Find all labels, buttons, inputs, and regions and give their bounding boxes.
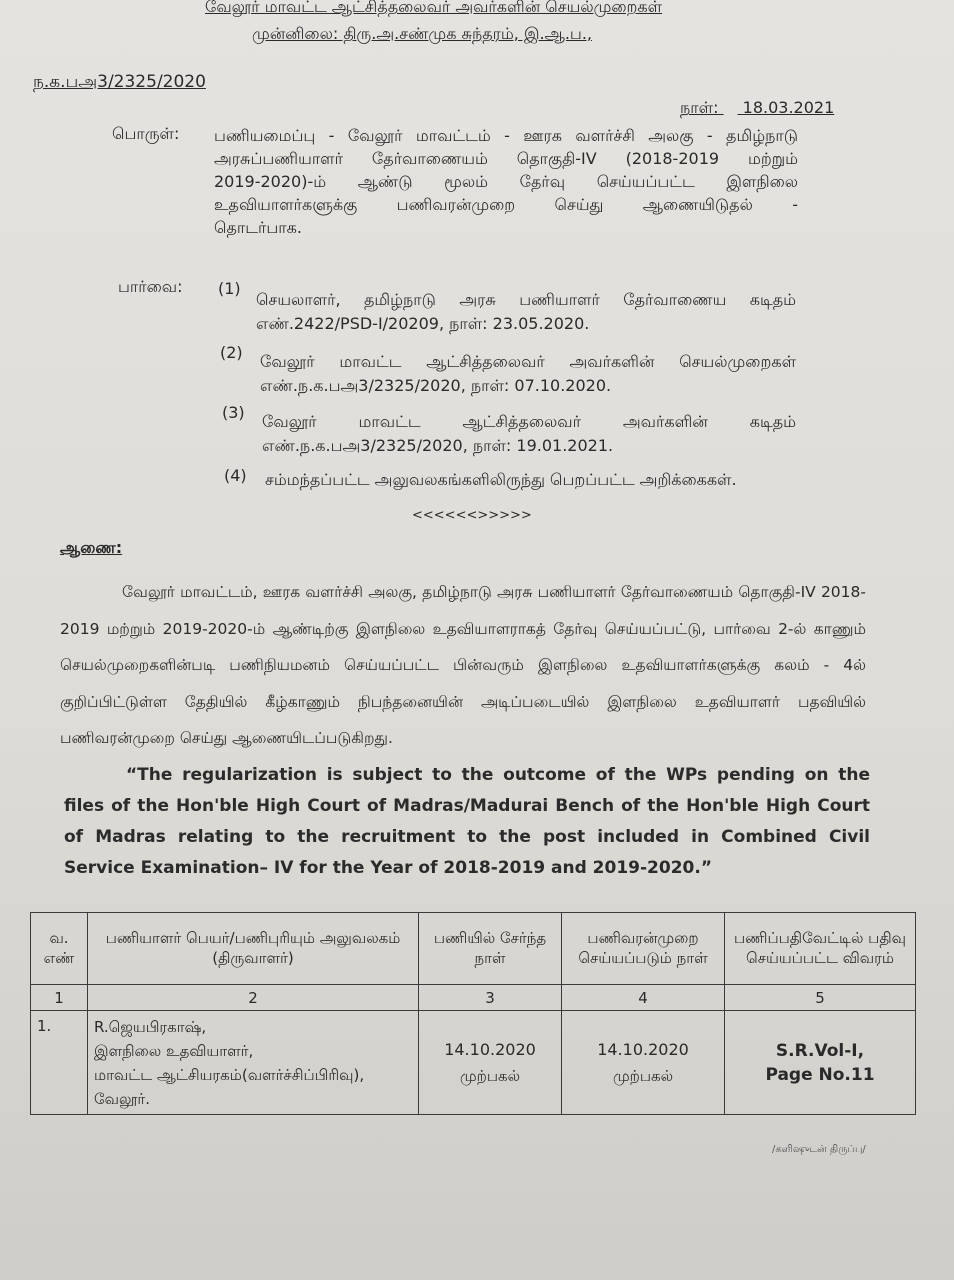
regularization-condition (64, 760, 870, 884)
record-line: Page No.11 (765, 1064, 875, 1085)
date-label: நாள்: (680, 98, 719, 117)
regularization-table (30, 912, 916, 1115)
office-line: வேலூர் மாவட்ட ஆட்சித்தலைவர் அவர்களின் செயல்முறைகள் (205, 0, 663, 16)
reference-number-4: (4) (224, 466, 247, 485)
reference-line: எண்.ந.க.பஅ3/2325/2020, நாள்: 07.10.2020. (260, 376, 612, 395)
condition-line: Service Examination– IV for the Year of 2018-2019 and 2019-2020.” (64, 858, 712, 878)
regularized-date: 14.10.2020 (597, 1039, 689, 1059)
condition-line: files of the Hon'ble High Court of Madras/Madurai Bench of the Hon'ble High Court (64, 796, 870, 816)
header-regularized-date: பணிவரன்முறை செய்யப்படும் நாள் (562, 913, 725, 985)
joined-session: முற்பகல் (459, 1066, 521, 1085)
subject-line: 2019-2020)-ம் ஆண்டு மூலம் தேர்வு செய்யப்பட்ட இளநிலை (214, 172, 798, 191)
reference-number-2: (2) (220, 343, 243, 362)
column-number: 4 (562, 985, 725, 1011)
reference-item-3 (262, 410, 796, 458)
reference-number: ந.க.பஅ3/2325/2020 (33, 72, 206, 92)
reference-item-1 (256, 288, 796, 336)
name-line: மாவட்ட ஆட்சியரகம்(வளர்ச்சிப்பிரிவு), (94, 1066, 365, 1084)
table-header-row (31, 913, 916, 985)
record-line: S.R.Vol-I, (775, 1040, 865, 1061)
reference-line: வேலூர் மாவட்ட ஆட்சித்தலைவர் அவர்களின் கடிதம் (262, 412, 796, 431)
order-heading: ஆணை: (60, 538, 123, 557)
document-date (680, 98, 834, 118)
reference-item-2 (260, 350, 796, 398)
continued-note: /களிஷுடன் திருப்பு/ (772, 1144, 866, 1155)
column-number: 3 (419, 985, 562, 1011)
condition-line: of Madras relating to the recruitment to the post included in Combined Civil (64, 827, 870, 847)
row-sno: 1. (31, 1011, 88, 1115)
row-joined-date (419, 1011, 562, 1115)
presence-line: முன்னிலை: திரு.அ.சண்முக சுந்தரம், இ.ஆ.ப., (252, 24, 592, 43)
order-paragraph: வேலூர் மாவட்டம், ஊரக வளர்ச்சி அலகு, தமிழ்நாடு அரசு பணியாளர் தேர்வாணையம் தொகுதி-IV 2018-2019 மற்றும் 2019-2020-ம் ஆண்டிற்கு இளநிலை உதவியாளராகத் தேர்வு செய்யப்பட்டு, பார்வை 2-ல் காணும் செயல்முறைகளின்படி பணிநியமனம் செய்யப்பட்ட பின்வரும் இளநிலை உதவியாளர்களுக்கு கலம் - 4ல் குறிப்பிட்டுள்ள தேதியில் கீழ்காணும் நிபந்தனையின் அடிப்படையில் இளநிலை உதவியாளர் பதவியில் பணிவரன்முறை செய்து ஆணையிடப்படுகிறது. (60, 583, 866, 747)
subject-block (214, 124, 798, 239)
date-value: 18.03.2021 (742, 98, 835, 117)
header-record-detail: பணிப்பதிவேட்டில் பதிவு செய்யப்பட்ட விவரம் (725, 913, 916, 985)
subject-line: தொடர்பாக. (214, 218, 302, 237)
column-number: 5 (725, 985, 916, 1011)
reference-number-1: (1) (218, 279, 241, 298)
subject-line: அரசுப்பணியாளர் தேர்வாணையம் தொகுதி-IV (2018-2019 மற்றும் (214, 149, 798, 168)
reference-line: செயலாளர், தமிழ்நாடு அரசு பணியாளர் தேர்வாணைய கடிதம் (256, 290, 796, 309)
row-record-detail (725, 1011, 916, 1115)
table-row (31, 1011, 916, 1115)
subject-line: பணியமைப்பு - வேலூர் மாவட்டம் - ஊரக வளர்ச்சி அலகு - தமிழ்நாடு (214, 126, 798, 145)
regularized-session: முற்பகல் (612, 1066, 674, 1085)
column-number: 1 (31, 985, 88, 1011)
reference-item-4: சம்மந்தப்பட்ட அலுவலகங்களிலிருந்து பெறப்பட்ட அறிக்கைகள். (265, 470, 737, 489)
row-regularized-date (562, 1011, 725, 1115)
column-number: 2 (88, 985, 419, 1011)
condition-line: “The regularization is subject to the outcome of the WPs pending on the (126, 765, 870, 785)
name-line: இளநிலை உதவியாளர், (94, 1042, 254, 1060)
name-line: R.ஜெயபிரகாஷ், (94, 1018, 207, 1036)
header-name-office: பணியாளர் பெயர்/பணிபுரியும் அலுவலகம் (திருவாளர்) (88, 913, 419, 985)
subject-line: உதவியாளர்களுக்கு பணிவரன்முறை செய்து ஆணையிடுதல் - (214, 195, 798, 214)
reference-line: வேலூர் மாவட்ட ஆட்சித்தலைவர் அவர்களின் செயல்முறைகள் (260, 352, 796, 371)
reference-line: எண்.2422/PSD-I/20209, நாள்: 23.05.2020. (256, 314, 590, 333)
reference-number-3: (3) (222, 403, 245, 422)
row-name-office (88, 1011, 419, 1115)
header-sno: வ. எண் (31, 913, 88, 985)
name-line: வேலூர். (94, 1090, 150, 1108)
column-number-row (31, 985, 916, 1011)
header-joined-date: பணியில் சேர்ந்த நாள் (419, 913, 562, 985)
joined-date: 14.10.2020 (444, 1039, 536, 1059)
references-label: பார்வை: (118, 277, 183, 296)
section-separator: <<<<<<>>>>> (412, 508, 532, 523)
reference-line: எண்.ந.க.பஅ3/2325/2020, நாள்: 19.01.2021. (262, 436, 614, 455)
subject-label: பொருள்: (112, 124, 180, 143)
